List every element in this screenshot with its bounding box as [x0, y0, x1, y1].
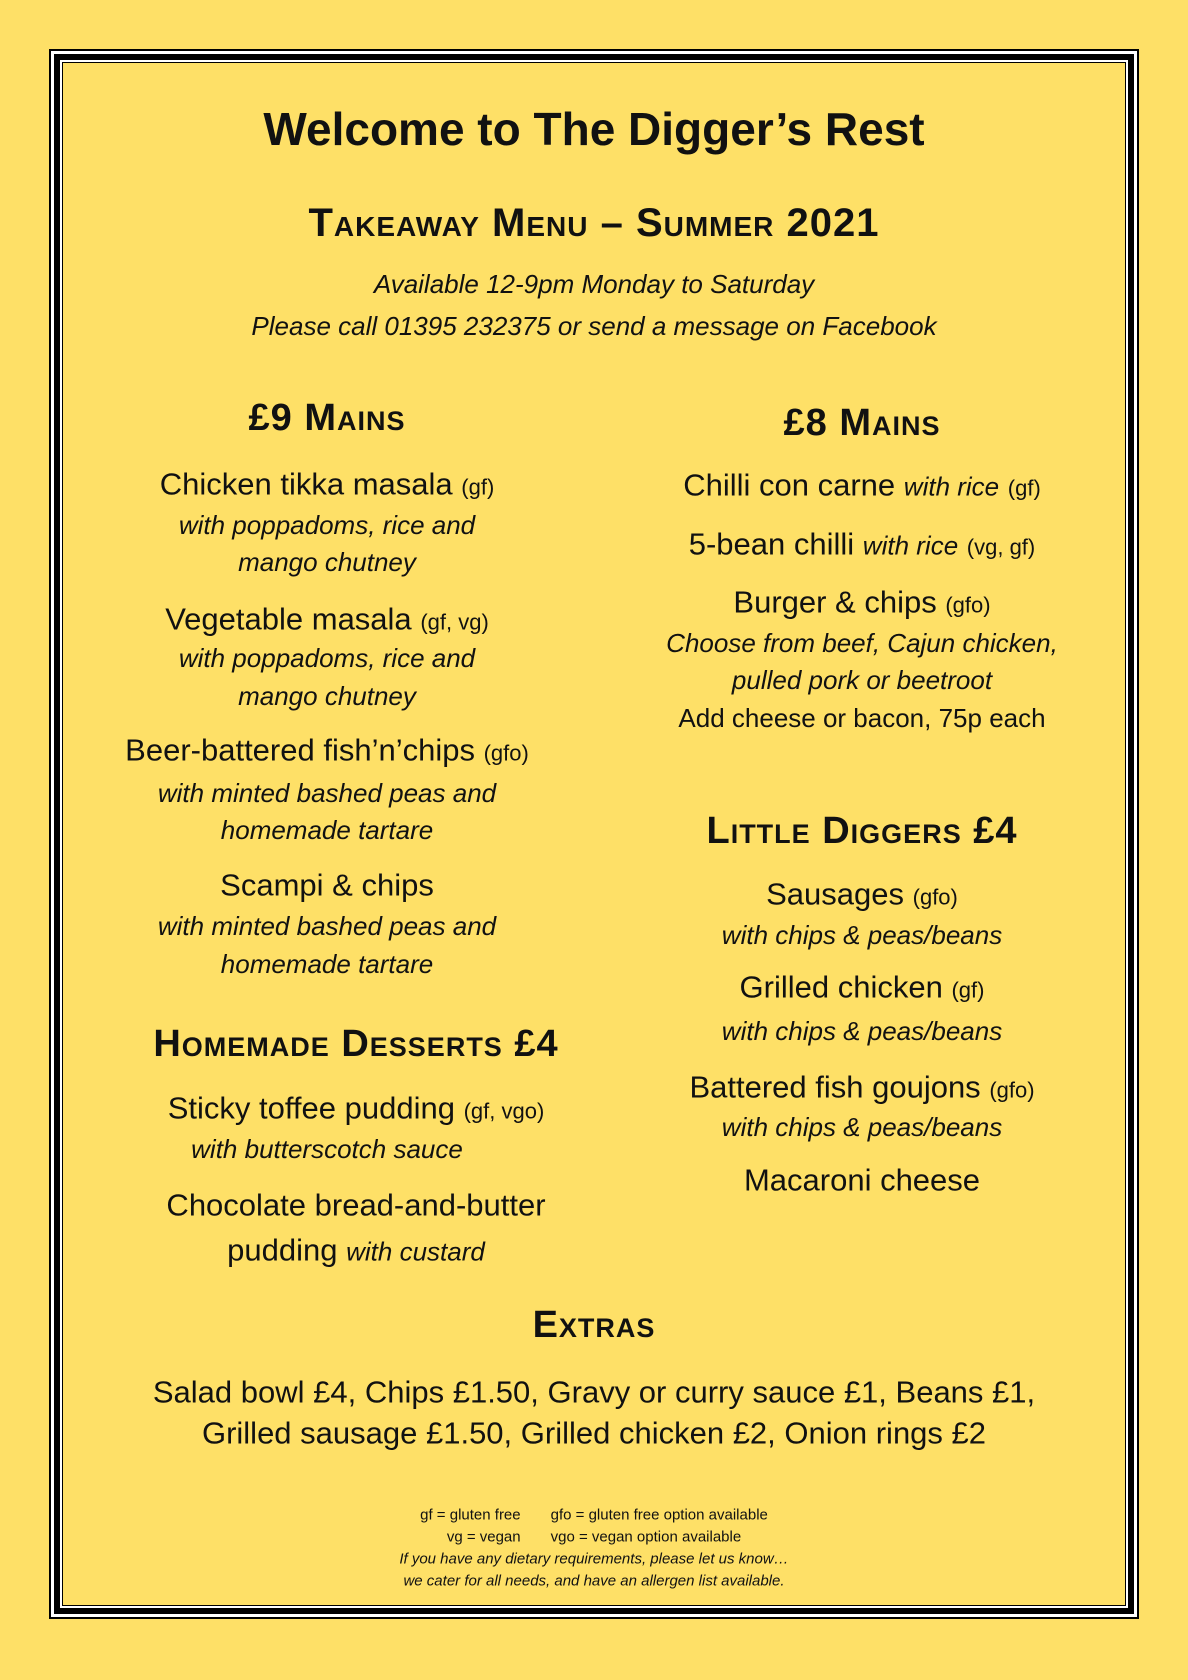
section-heading-little-diggers: Little Diggers £4: [706, 810, 1018, 852]
menu-item-desc: with poppadoms, rice and: [178, 643, 476, 673]
menu-item-name: Grilled chicken (gf): [739, 969, 985, 1005]
inline-desc: with rice: [862, 530, 959, 561]
dietary-tag: (gf, vgo): [463, 1098, 545, 1124]
dietary-key: gf = gluten free gfo = gluten free option available: [420, 1506, 768, 1524]
menu-item-name: 5-bean chilli with rice (vg, gf): [688, 526, 1036, 562]
menu-item-name: pudding with custard: [227, 1232, 485, 1268]
dietary-key: vg = vegan vgo = vegan option available: [446, 1528, 742, 1546]
menu-item-name: Chocolate bread-and-butter: [166, 1187, 546, 1223]
menu-item-desc: mango chutney: [238, 547, 416, 577]
menu-subtitle: Takeaway Menu – Summer 2021: [308, 201, 880, 245]
menu-item-desc: with butterscotch sauce: [191, 1134, 463, 1164]
extras-line: Grilled sausage £1.50, Grilled chicken £2, Onion rings £2: [201, 1415, 987, 1451]
menu-item-desc: homemade tartare: [220, 949, 434, 979]
dietary-tag: (gfo): [945, 592, 991, 618]
extras-line: Salad bowl £4, Chips £1.50, Gravy or curry sauce £1, Beans £1,: [152, 1374, 1036, 1410]
menu-item-desc: with minted bashed peas and: [157, 778, 497, 808]
menu-item-name: Beer-battered fish’n’chips (gfo): [125, 732, 529, 768]
section-heading-extras: Extras: [532, 1304, 656, 1346]
menu-item-name: Chicken tikka masala (gf): [159, 466, 495, 502]
availability-text: Available 12-9pm Monday to Saturday: [373, 269, 815, 299]
menu-item-desc: with minted bashed peas and: [157, 911, 497, 941]
menu-item-desc: mango chutney: [238, 681, 416, 711]
dietary-tag: (gf): [461, 474, 495, 500]
inline-desc: with rice: [903, 471, 1000, 502]
section-heading-9-mains: £9 Mains: [248, 397, 406, 439]
allergen-note: If you have any dietary requirements, please let us know…: [399, 1550, 789, 1568]
page-title: Welcome to The Digger’s Rest: [263, 103, 925, 155]
menu-item-desc: with poppadoms, rice and: [178, 510, 476, 540]
section-heading-desserts: Homemade Desserts £4: [153, 1023, 559, 1065]
menu-item-name: Vegetable masala (gf, vg): [165, 601, 489, 637]
menu-item-name: Sausages (gfo): [766, 876, 958, 912]
menu-item-name: Chilli con carne with rice (gf): [683, 467, 1041, 503]
menu-item-name: Sticky toffee pudding (gf, vgo): [167, 1090, 545, 1126]
dietary-tag: (gf, vg): [420, 609, 489, 635]
dietary-tag: (vg, gf): [966, 534, 1036, 560]
menu-item-desc: with chips & peas/beans: [721, 1016, 1003, 1046]
menu-item-desc: with chips & peas/beans: [721, 920, 1003, 950]
menu-item-name: Scampi & chips: [220, 867, 434, 903]
menu-item-name: Battered fish goujons (gfo): [689, 1069, 1035, 1105]
dietary-tag: (gf): [1007, 475, 1041, 501]
dietary-tag: (gfo): [989, 1077, 1035, 1103]
menu-item-name: Burger & chips (gfo): [733, 584, 991, 620]
dietary-tag: (gf): [951, 977, 985, 1003]
contact-text: Please call 01395 232375 or send a message on Facebook: [251, 311, 937, 341]
dietary-tag: (gfo): [483, 740, 529, 766]
menu-item-desc: homemade tartare: [220, 815, 434, 845]
inline-desc: with custard: [346, 1236, 485, 1267]
menu-item-name: Macaroni cheese: [743, 1162, 981, 1198]
dietary-tag: (gfo): [912, 884, 958, 910]
menu-item-desc: Choose from beef, Cajun chicken,: [666, 628, 1058, 658]
section-heading-8-mains: £8 Mains: [783, 402, 941, 444]
allergen-note: we cater for all needs, and have an allergen list available.: [403, 1572, 785, 1590]
menu-item-desc: pulled pork or beetroot: [731, 665, 993, 695]
menu-item-note: Add cheese or bacon, 75p each: [678, 703, 1046, 733]
menu-item-desc: with chips & peas/beans: [721, 1112, 1003, 1142]
